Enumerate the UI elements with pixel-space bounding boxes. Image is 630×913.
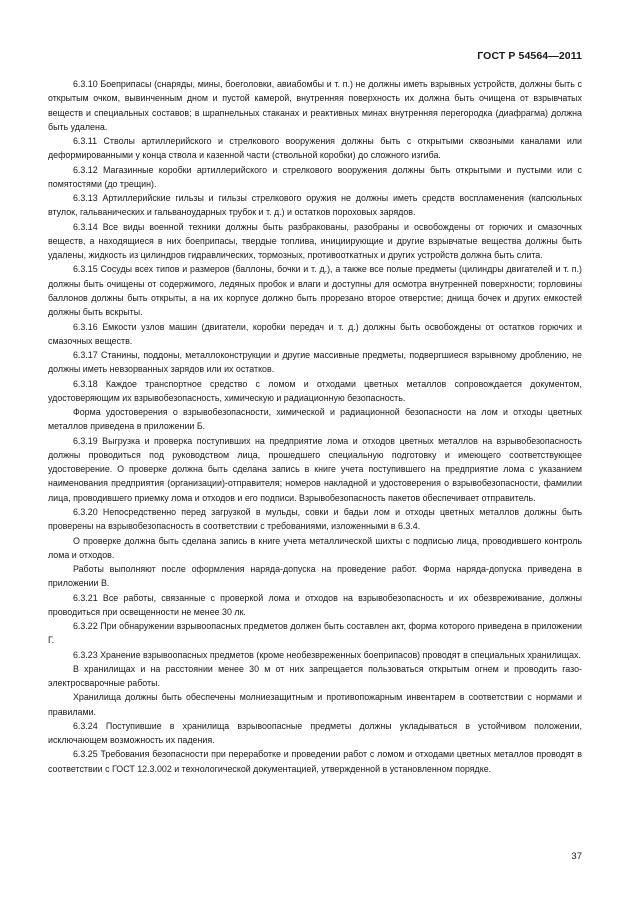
paragraph-6-3-21: 6.3.21 Все работы, связанные с проверкой лома и отходов на взрывобезопасность и их обезвреживание, должны проводиться при освещенности не менее 30 лк. [48,592,582,617]
paragraph-6-3-18: 6.3.18 Каждое транспортное средство с ломом и отходами цветных металлов сопровождается документом, удостоверяющим их взрывобезопасность, химическую и радиационную безопасность. [48,378,582,403]
paragraph-6-3-22: 6.3.22 При обнаружении взрывоопасных предметов должен быть составлен акт, форма которого приведена в приложении Г. [48,621,582,646]
paragraph-6-3-16: 6.3.16 Емкости узлов машин (двигатели, коробки передач и т. д.) должны быть освобождены от остатков горючих и смазочных веществ. [48,321,582,346]
paragraph-6-3-11: 6.3.11 Стволы артиллерийского и стрелкового вооружения должны быть с открытыми сквозными каналами или деформированными у конца ствола и казенной части (ствольной коробки) до сложного изгиба. [48,136,582,161]
paragraph-6-3-20: 6.3.20 Непосредственно перед загрузкой в мульды, совки и бадьи лом и отходы цветных металлов должны быть проверены на взрывобезопасность в соответствии с требованиями, изложенными в 6.3.4. [48,506,582,532]
paragraph-6-3-12: 6.3.12 Магазинные коробки артиллерийского и стрелкового вооружения должны быть открытыми и пустыми или с помятостями (до трещин). [48,164,582,189]
page-number: 37 [571,851,582,862]
paragraph-6-3-23: 6.3.23 Хранение взрывоопасных предметов (кроме необезвреженных боеприпасов) проводят в специальных хранилищах. [73,649,581,660]
paragraph-6-3-10: 6.3.10 Боеприпасы (снаряды, мины, боеголовки, авиабомбы и т. п.) не должны иметь взрывных устройств, должны быть с открытым очком, вывинченным дном и пустой камерой, внутренняя поверхность их должна быть очищена от взрывчатых веществ и специальных составов; в шрапнельных стаканах и реактивных минах внутренняя перегородка (диафрагма) должна быть удалена. [48,79,582,132]
paragraph-storage-equipment: Хранилища должны быть обеспечены молниезащитным и противопожарным инвентарем в соответствии с нормами и правилами. [48,692,582,717]
document-code: ГОСТ Р 54564—2011 [477,50,582,62]
paragraph-6-3-24: 6.3.24 Поступившие в хранилища взрывоопасные предметы должны укладываться в устойчивом положении, исключающем возможность их падения. [48,720,582,746]
paragraph-6-3-25: 6.3.25 Требования безопасности при переработке и проведении работ с ломом и отходами цветных металлов проводят в соответствии с ГОСТ 12.3.002 и технологической документацией, утвержденной в установленном порядке. [48,749,582,774]
document-body [48,77,582,776]
paragraph-6-3-14: 6.3.14 Все виды военной техники должны быть разбракованы, разобраны и освобождены от горючих и смазочных веществ, а находящиеся в них боеприпасы, твердые топлива, инициирующие и другие взрывчатые вещества должны быть удалены, жидкость из цилиндров гидравлических, тормозных, противооткатных и других устройств должна быть слита. [48,221,582,261]
paragraph-6-3-17: 6.3.17 Станины, поддоны, металлоконструкции и другие массивные предметы, подвергшиеся взрывному дроблению, не должны иметь невзорванных зарядов или их остатков. [48,350,582,375]
paragraph-form-certificate: Форма удостоверения о взрывобезопасности, химической и радиационной безопасности на лом и отходы цветных металлов приведена в приложении Б. [48,407,582,432]
paragraph-storage-fire: В хранилищах и на расстоянии менее 30 м от них запрещается пользоваться открытым огнем и проводить газо-электросварочные работы. [48,663,582,689]
paragraph-6-3-13: 6.3.13 Артиллерийские гильзы и гильзы стрелкового оружия не должны иметь средств воспламенения (капсюльных втулок, гальванических и гальваноударных трубок и т. д.) и остатков пороховых зарядов. [48,193,582,218]
paragraph-inspection-record: О проверке должна быть сделана запись в книге учета металлической шихты с подписью лица, проводившего контроль лома и отходов. [48,535,582,560]
paragraph-6-3-19: 6.3.19 Выгрузка и проверка поступивших на предприятие лома и отходов цветных металлов на взрывобезопасность должны проводиться под руководством лица, прошедшего специальную подготовку и имеющего соответствующее удостоверение. О проверке должна быть сделана запись в книге учета поступившего на предприятие лома с указанием наименования предприятия (организации)-отправителя; номеров накладной и удостоверения о взрывобезопасности, фамилии лица, проводившего приемку лома и отходов и его подписи. Взрывобезопасность пакетов обеспечивает отправитель. [48,435,582,503]
paragraph-work-permit: Работы выполняют после оформления наряда-допуска на проведение работ. Форма наряда-допуска приведена в приложении В. [48,564,582,589]
paragraph-6-3-15: 6.3.15 Сосуды всех типов и размеров (баллоны, бочки и т. д.), а также все полые предметы (цилиндры двигателей и т. п.) должны быть очищены от содержимого, ледяных пробок и влаги и доступны для осмотра внутренней поверхности; горловины баллонов должны быть открыты, а на их корпусе должно быть прорезано второе отверстие; днища бочек и других емкостей должны быть вскрыты. [48,264,582,318]
